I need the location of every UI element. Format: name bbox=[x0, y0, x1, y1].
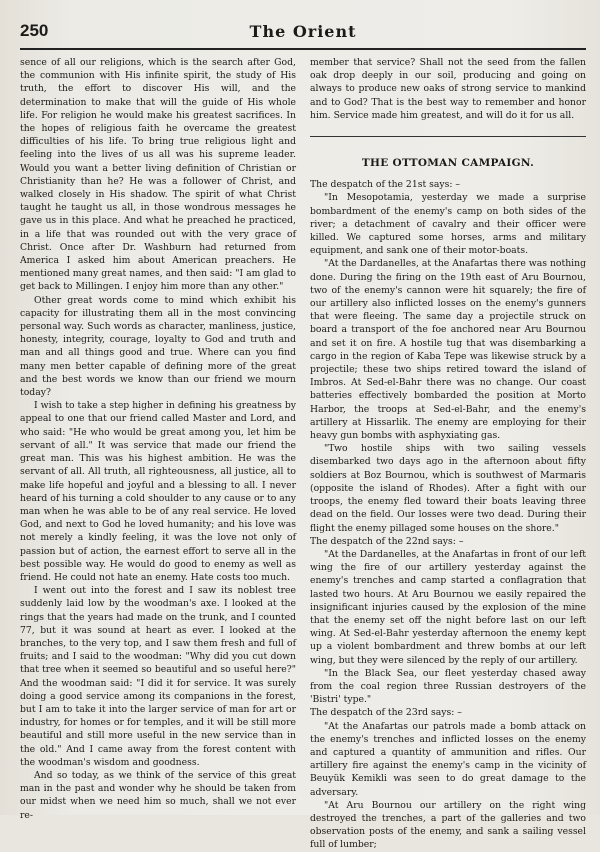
page-header bbox=[20, 14, 586, 50]
left-column bbox=[20, 56, 296, 852]
right-column bbox=[310, 56, 586, 852]
despatch-paragraph: "Two hostile ships with two sailing vessels disembarked two days ago in the afternoon about fifty soldiers at Boz Bournou, which is southwest of Marmaris (opposite the island of Rhodes). After a fight with our troops, the enemy fled toward their boats leaving three dead on the field. Our losses were two dead. During their flight the enemy pillaged some houses on the shore." bbox=[310, 443, 586, 534]
left-paragraph: I wish to take a step higher in defining his greatness by appeal to one that our friend called Master and Lord, and who said: "He who would be great among you, let him be servant of all." It was service that made our friend the great man. This was his highest ambition. He was the servant of all. All truth, all righteousness, all justice, all to make life hopeful and joyful and a blessing to all. I never heard of his turning a cold shoulder to any cause or to any man when he was able to be of any real service. He loved God, and next to God he loved humanity; and his love was not merely a kindly feeling, it was the love not only of passion but of action, the earnest effort to serve all in the best possible way. He would do good to enemy as well as friend. He could not hate an enemy. Hate costs too much. bbox=[20, 400, 296, 583]
despatch-heading: The despatch of the 21st says: – bbox=[310, 179, 461, 191]
despatch-paragraph: "At the Dardanelles, at the Anafartas there was nothing done. During the firing on the 19th east of Aru Bournou, two of the enemy's cannon were hit squarely; the fire of our artillery also inflicted losses on the enemy's gunners that were fleeing. The same day a projectile struck on board a transport of the foe anchored near Aru Bournou and set it on fire. A hostile tug that was disembarking a cargo in the region of Kaba Tepe was likewise struck by a projectile; these two ships retired toward the island of Imbros. At Sed-el-Bahr there was no change. Our coast batteries effectively bombarded the position at Morto Harbor, the troops at Sed-el-Bahr, and the enemy's artillery at Hissarlik. The enemy are employing for their heavy gun bombs with asphyxiating gas. bbox=[310, 258, 586, 442]
despatch-paragraph: "At Aru Bournou our artillery on the right wing destroyed the trenches, a part of the galleries and two observation posts of the enemy, and sank a sailing vessel full of lumber; bbox=[310, 799, 586, 851]
despatch-heading: The despatch of the 22nd says: – bbox=[310, 535, 464, 547]
left-paragraph: Other great words come to mind which exhibit his capacity for illustrating them all in the most convincing personal way. Such words as character, manliness, justice, honesty, integrity, courage, loyalty to God and truth and man and all things good and true. Where can you find many men better capable of defining more of the great and the best words we know than our friend we mourn today? bbox=[20, 294, 296, 399]
despatches bbox=[310, 178, 586, 851]
despatch-paragraph: "In Mesopotamia, yesterday we made a surprise bombardment of the enemy's camp on both sides of the river; a detachment of cavalry and their officer were killed. We captured some horses, arms and military equipment, and sank one of their motor-boats. bbox=[310, 192, 586, 257]
left-paragraph: And so today, as we think of the service of this great man in the past and wonder why he should be taken from our midst when we need him so much, shall we not ever re- bbox=[20, 769, 296, 821]
section-title: THE OTTOMAN CAMPAIGN. bbox=[310, 136, 586, 170]
page-number: 250 bbox=[20, 21, 49, 40]
left-paragraph: I went out into the forest and I saw its noblest tree suddenly laid low by the woodman's axe. I looked at the rings that the years had made on the trunk, and I counted 77, but it was sound at heart as ever. I looked at the branches, to the very top, and I saw them fresh and full of fruits; and I said to the woodman: "Why did you cut down that tree when it seemed so beautiful and so useful here?" And the woodman said: "I did it for service. It was surely doing a good service among its companions in the forest, but I am to take it into the larger service of man for art or industry, for homes or for temples, and it will be still more beautiful and still more useful in the new service than in the old." And I came away from the forest content with the woodman's wisdom and goodness. bbox=[20, 585, 296, 768]
running-title: The Orient bbox=[249, 21, 357, 41]
text-columns bbox=[20, 56, 586, 852]
despatch-heading: The despatch of the 23rd says: – bbox=[310, 707, 462, 719]
despatch-paragraph: "At the Dardanelles, at the Anafartas in front of our left wing the fire of our artillery yesterday against the enemy's trenches and camp started a conflagration that lasted two hours. At Aru Bournou we easily repaired the insignificant injuries caused by the explosion of the mine that the enemy set off the night before last on our left wing. At Sed-el-Bahr yesterday afternoon the enemy kept up a violent bombardment and threw bombs at our left wing, but they were silenced by the reply of our artillery. bbox=[310, 548, 586, 666]
continuation-paragraph: member that service? Shall not the seed from the fallen oak drop deeply in our soil, producing and going on always to produce new oaks of strong service to mankind and to God? That is the best way to remember and honor him. Service made him greatest, and will do it for us all. bbox=[310, 57, 586, 121]
despatch-paragraph: "At the Anafartas our patrols made a bomb attack on the enemy's trenches and inflicted losses on the enemy and captured a quantity of ammunition and rifles. Our artillery fire against the enemy's camp in the vicinity of Beuyük Kemikli was seen to do great damage to the adversary. bbox=[310, 720, 586, 798]
despatch-paragraph: "In the Black Sea, our fleet yesterday chased away from the coal region three Russian destroyers of the 'Bistri' type." bbox=[310, 667, 586, 706]
left-paragraph: sence of all our religions, which is the search after God, the communion with His infinite spirit, the study of His truth, the effort to discover His will, and the determination to make that will the guide of His whole life. For religion he would make his greatest sacrifices. In the hopes of religious faith he overcame the greatest difficulties of his life. To bring true religious light and feeling into the lives of us all was his supreme leader. Would you want a better living definition of Christian or Christianity than he? He was a follower of Christ, and walked closely in His shadow. The spirit of what Christ taught he taught us all, in those wondrous messages he gave us in this place. And what he preached he practiced, in a life that was rounded out with the very grace of Christ. Once after Dr. Washburn had returned from America I asked him about American preachers. He mentioned many great names, and then said: "I am glad to get back to Millingen. I enjoy him more than any other." bbox=[20, 57, 296, 293]
